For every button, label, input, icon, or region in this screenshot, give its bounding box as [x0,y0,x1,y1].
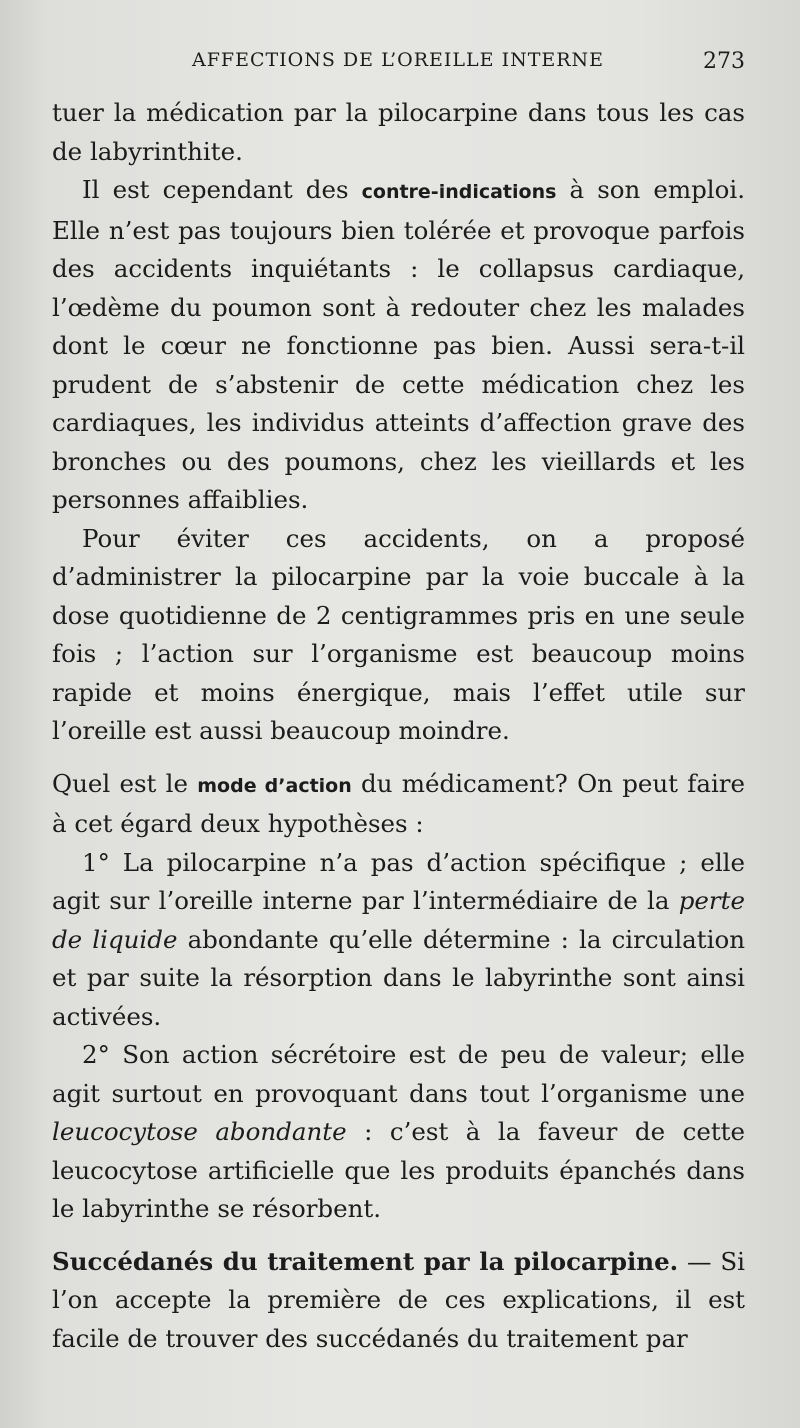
contre-indications-term: contre-indications [361,181,557,203]
section-heading: Succédanés du traitement par la pilocarpine. [52,1246,679,1276]
paragraph-6 [52,1036,745,1229]
paragraph-2-text-b: à son emploi. Elle n’est pas toujours bien tolérée et provoque parfois des accidents inquiétants : le collapsus cardiaque, l’œdème du poumon sont à redouter chez les malades dont le cœur ne fonctionne pas bien. Aussi sera-t-il prudent de s’abstenir de cette médication chez les cardiaques, les individus atteints d’affection grave des bronches ou des poumons, chez les vieillards et les personnes affaiblies. [52,175,746,514]
page-body [52,94,745,1358]
leucocytose-term: leucocytose abondante [52,1117,347,1146]
page-number: 273 [703,49,745,74]
paragraph-7 [52,1243,745,1359]
paragraph-2-text-a: Il est cependant des [82,175,362,204]
mode-action-term: mode d’action [197,774,352,797]
paragraph-5-text-b: abondante qu’elle détermine : la circulation et par suite la résorption dans le labyrinthe sont ainsi activées. [52,924,745,1031]
paragraph-7-text: — Si l’on accepte la première de ces explications, il est facile de trouver des succédanés du traitement par [52,1246,746,1353]
paragraph-5 [52,844,745,1037]
perte-de-liquide-term: perte de liquide [52,886,745,954]
paragraph-3: Pour éviter ces accidents, on a proposé d’administrer la pilocarpine par la voie buccale à la dose quotidienne de 2 centigrammes pris en une seule fois ; l’action sur l’organisme est beaucoup moins rapide et moins énergique, mais l’effet utile sur l’oreille est aussi beaucoup moindre. [52,523,745,745]
running-title: AFFECTIONS DE L’OREILLE INTERNE [192,49,605,71]
paragraph-4 [52,765,745,844]
paragraph-6-text-a: 2° Son action sécrétoire est de peu de valeur; elle agit surtout en provoquant dans tout l’organisme une [52,1040,745,1108]
paragraph-2 [52,171,745,520]
paragraph-4-text-b: du médicament? On peut faire à cet égard deux hypothèses : [52,768,745,838]
paragraph-5-text-a: 1° La pilocarpine n’a pas d’action spécifique ; elle agit sur l’oreille interne par l’intermédiaire de la [52,847,745,915]
paragraph-6-text-b: : c’est à la faveur de cette leucocytose artificielle que les produits épanchés dans le labyrinthe se résorbent. [52,1117,746,1223]
paragraph-4-text-a: Quel est le [52,768,198,798]
page-header [52,44,745,78]
paragraph-1: tuer la médication par la pilocarpine dans tous les cas de labyrinthite. [52,98,745,166]
